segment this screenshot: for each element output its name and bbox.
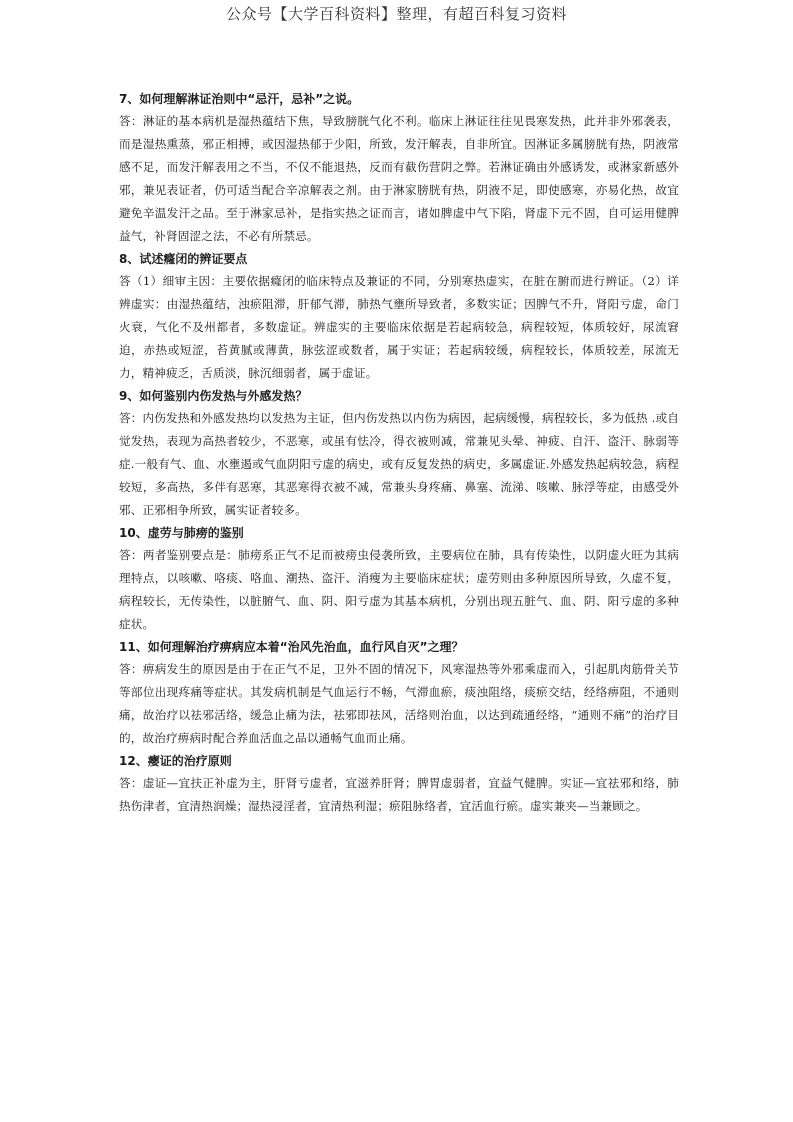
- question-heading: 11、如何理解治疗痹病应本着“治风先治血，血行风自灭”之理？: [119, 640, 464, 654]
- section-9: [119, 385, 679, 522]
- question-heading: 8、试述癃闭的辨证要点: [119, 252, 248, 266]
- answer-text: 答：两者鉴别要点是：肺痨系正气不足而被痨虫侵袭所致，主要病位在肺，具有传染性，以阴虚火旺为其病理特点，以咳嗽、咯痰、咯血、潮热、盗汗、消瘦为主要临床症状；虚劳则由多种原因所导致，久虚不复，病程较长，无传染性，以脏腑气、血、阴、阳亏虚为其基本病机，分别出现五脏气、血、阴、阳亏虚的多种症状。: [119, 548, 679, 631]
- question-heading: 9、如何鉴别内伤发热与外感发热？: [119, 389, 308, 403]
- answer-text: 答：淋证的基本病机是湿热蕴结下焦，导致膀胱气化不利。临床上淋证往往见畏寒发热，此并非外邪袭表，而是湿热熏蒸，邪正相搏，或因湿热郁于少阳，所致，发汗解表，自非所宜。因淋证多属膀胱有热，阴液常感不足，而发汗解表用之不当，不仅不能退热，反而有截伤营阴之弊。若淋证确由外感诱发，或淋家新感外邪，兼见表证者，仍可适当配合辛凉解表之剂。由于淋家膀胱有热，阴液不足，即使感寒，亦易化热，故宜避免辛温发汗之品。至于淋家忌补，是指实热之证而言，诸如脾虚中气下陷，肾虚下元不固，自可运用健脾益气，补肾固涩之法，不必有所禁忌。: [119, 114, 679, 243]
- section-8: [119, 248, 679, 385]
- section-7: [119, 88, 679, 248]
- section-12: [119, 750, 679, 818]
- section-10: [119, 522, 679, 636]
- question-heading: 7、如何理解淋证治则中“忌汗，忌补”之说。: [119, 92, 360, 106]
- answer-text: 答：痹病发生的原因是由于在正气不足，卫外不固的情况下，风寒湿热等外邪乘虚而入，引起肌肉筋骨关节等部位出现疼痛等症状。其发病机制是气血运行不畅，气滞血瘀，痰浊阻络，痰瘀交结，经络痹阻，不通则痛，故治疗以祛邪活络，缓急止痛为法，祛邪即祛风，活络则治血，以达到疏通经络，“通则不痛”的治疗目的，故治疗痹病时配合养血活血之品以通畅气血而止痛。: [119, 662, 679, 745]
- answer-text: 答（1）细审主因：主要依据癃闭的临床特点及兼证的不同，分别寒热虚实，在脏在腑而进行辨证。（2）详辨虚实：由湿热蕴结，浊瘀阻滞，肝郁气滞，肺热气壅所导致者，多数实证；因脾气不升，肾阳亏虚，命门火衰，气化不及州都者，多数虚证。辨虚实的主要临床依据是若起病较急，病程较短，体质较好，尿流窘迫，赤热或短涩，苔黄腻或薄黄，脉弦涩或数者，属于实证；若起病较缓，病程较长，体质较差，尿流无力，精神疲乏，舌质淡，脉沉细弱者，属于虚证。: [119, 274, 679, 380]
- answer-text: 答：虚证—宜扶正补虚为主，肝肾亏虚者，宜滋养肝肾；脾胃虚弱者，宜益气健脾。实证—宜祛邪和络，肺热伤津者，宜清热润燥；湿热浸淫者，宜清热利湿；瘀阻脉络者，宜活血行瘀。虚实兼夹—当兼顾之。: [119, 776, 679, 813]
- page-header: 公众号【大学百科资料】整理，有超百科复习资料: [225, 5, 567, 23]
- section-11: [119, 636, 679, 750]
- document-body: [119, 88, 679, 818]
- answer-text: 答：内伤发热和外感发热均以发热为主证，但内伤发热以内伤为病因，起病缓慢，病程较长，多为低热 .或自觉发热，表现为高热者较少，不恶寒，或虽有怯冷，得衣被则减，常兼见头晕、神疲、自汗、盗汗、脉弱等症.一般有气、血、水壅遏或气血阴阳亏虚的病史，或有反复发热的病史，多属虚证.外感发热起病较急，病程较短，多高热，多伴有恶寒，其恶寒得衣被不减，常兼头身疼痛、鼻塞、流涕、咳嗽、脉浮等症，由感受外邪、正邪相争所致，属实证者较多。: [119, 411, 679, 517]
- question-heading: 10、虚劳与肺痨的鉴别: [119, 526, 244, 540]
- question-heading: 12、瘿证的治疗原则: [119, 754, 232, 768]
